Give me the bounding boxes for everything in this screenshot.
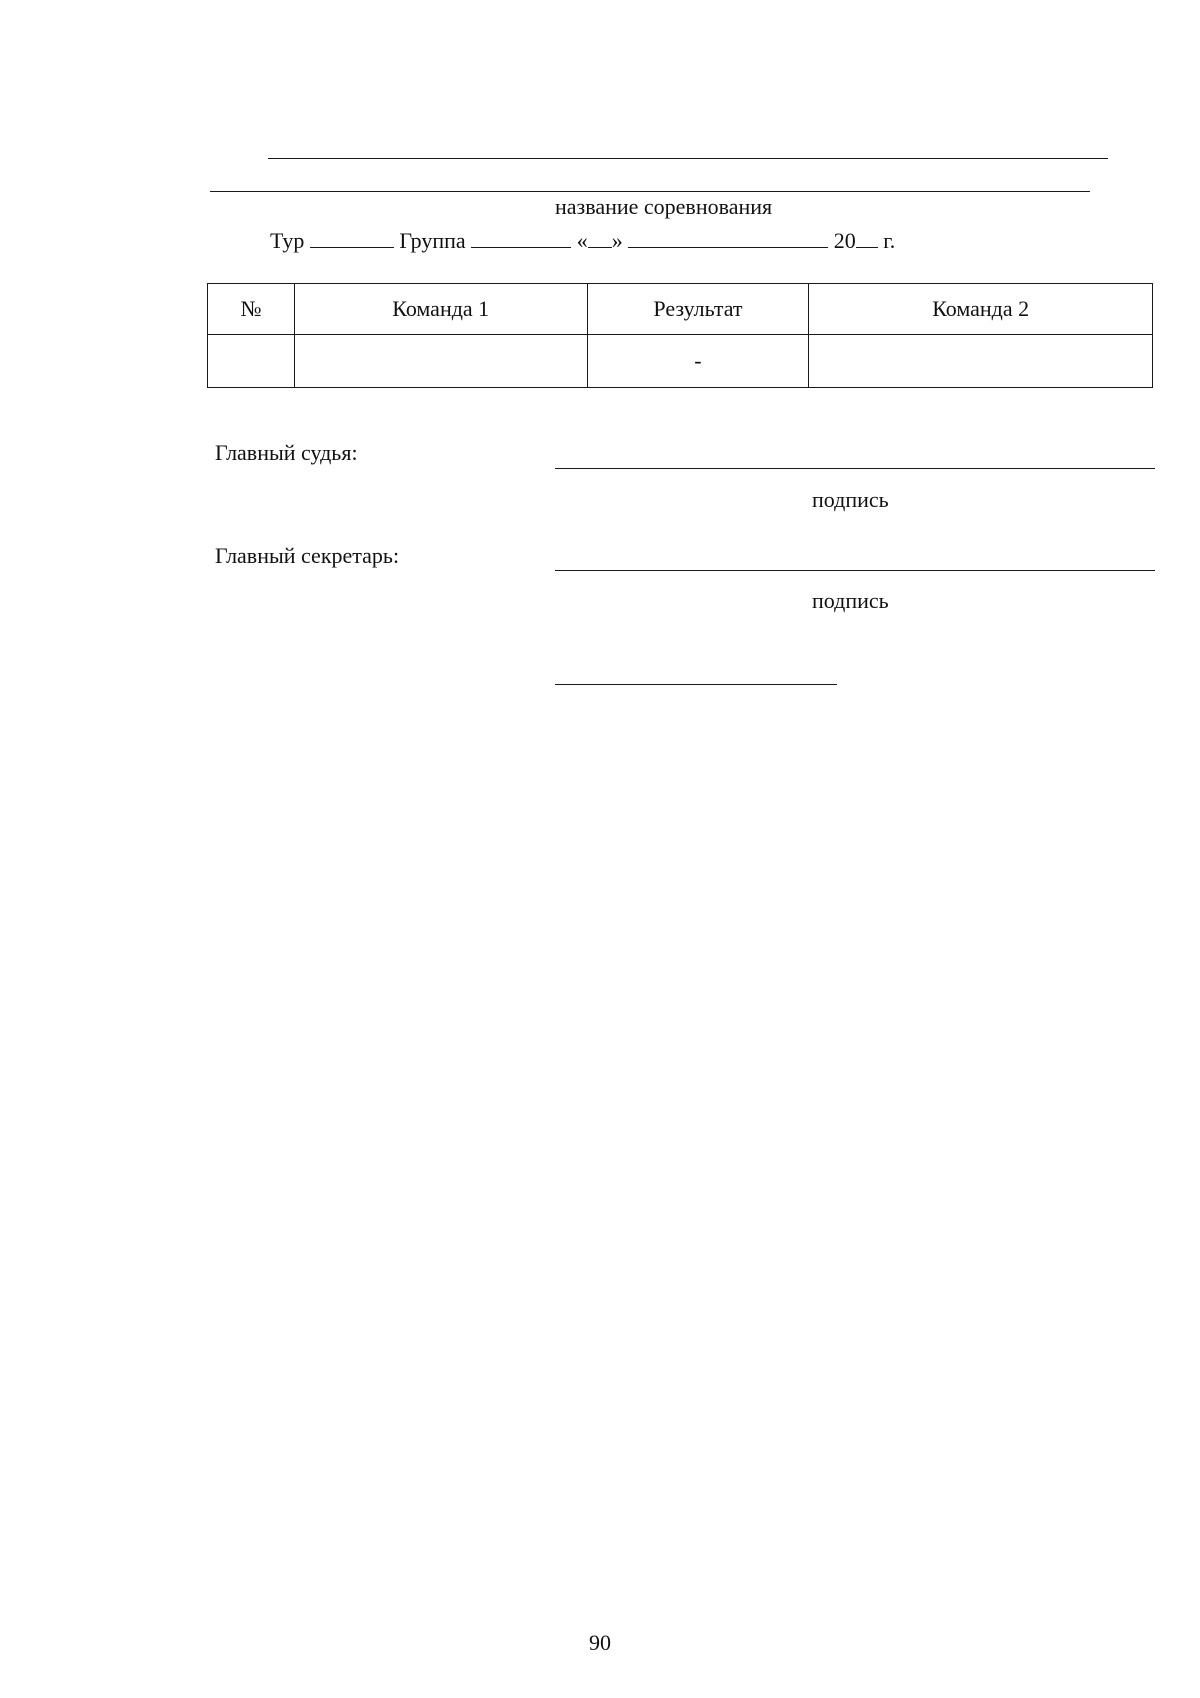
competition-name-caption: название соревнования	[555, 194, 773, 219]
column-header-result: Результат	[587, 284, 809, 335]
competition-name-line-2[interactable]	[210, 191, 1090, 192]
extra-blank-line[interactable]	[555, 684, 837, 685]
date-open-quote: «	[576, 228, 588, 253]
chief-secretary-label: Главный секретарь:	[215, 543, 400, 568]
table-header-row	[208, 284, 1153, 335]
page-number: 90	[589, 1630, 611, 1655]
chief-secretary-signature-line[interactable]	[555, 570, 1155, 571]
competition-name-line-1[interactable]	[268, 158, 1108, 159]
round-label: Тур	[270, 228, 305, 253]
chief-secretary-signature-caption: подпись	[812, 588, 889, 613]
cell-result[interactable]: -	[587, 335, 809, 388]
column-header-number: №	[208, 284, 295, 335]
round-field[interactable]	[310, 227, 394, 248]
month-field[interactable]	[628, 227, 828, 248]
group-label: Группа	[399, 228, 466, 253]
column-header-team-1: Команда 1	[294, 284, 587, 335]
chief-judge-signature-caption: подпись	[812, 487, 889, 512]
chief-judge-label: Главный судья:	[215, 440, 358, 465]
cell-team-1[interactable]	[294, 335, 587, 388]
round-group-date-line	[270, 227, 895, 254]
group-field[interactable]	[471, 227, 571, 248]
table-row	[208, 335, 1153, 388]
match-protocol-table	[207, 283, 1153, 388]
year-field[interactable]	[856, 227, 878, 248]
chief-judge-signature-line[interactable]	[555, 468, 1155, 469]
column-header-team-2: Команда 2	[809, 284, 1153, 335]
date-close-quote: »	[611, 228, 623, 253]
year-suffix: г.	[883, 228, 896, 253]
cell-number[interactable]	[208, 335, 295, 388]
year-prefix: 20	[833, 228, 856, 253]
day-field[interactable]	[588, 227, 612, 248]
cell-team-2[interactable]	[809, 335, 1153, 388]
